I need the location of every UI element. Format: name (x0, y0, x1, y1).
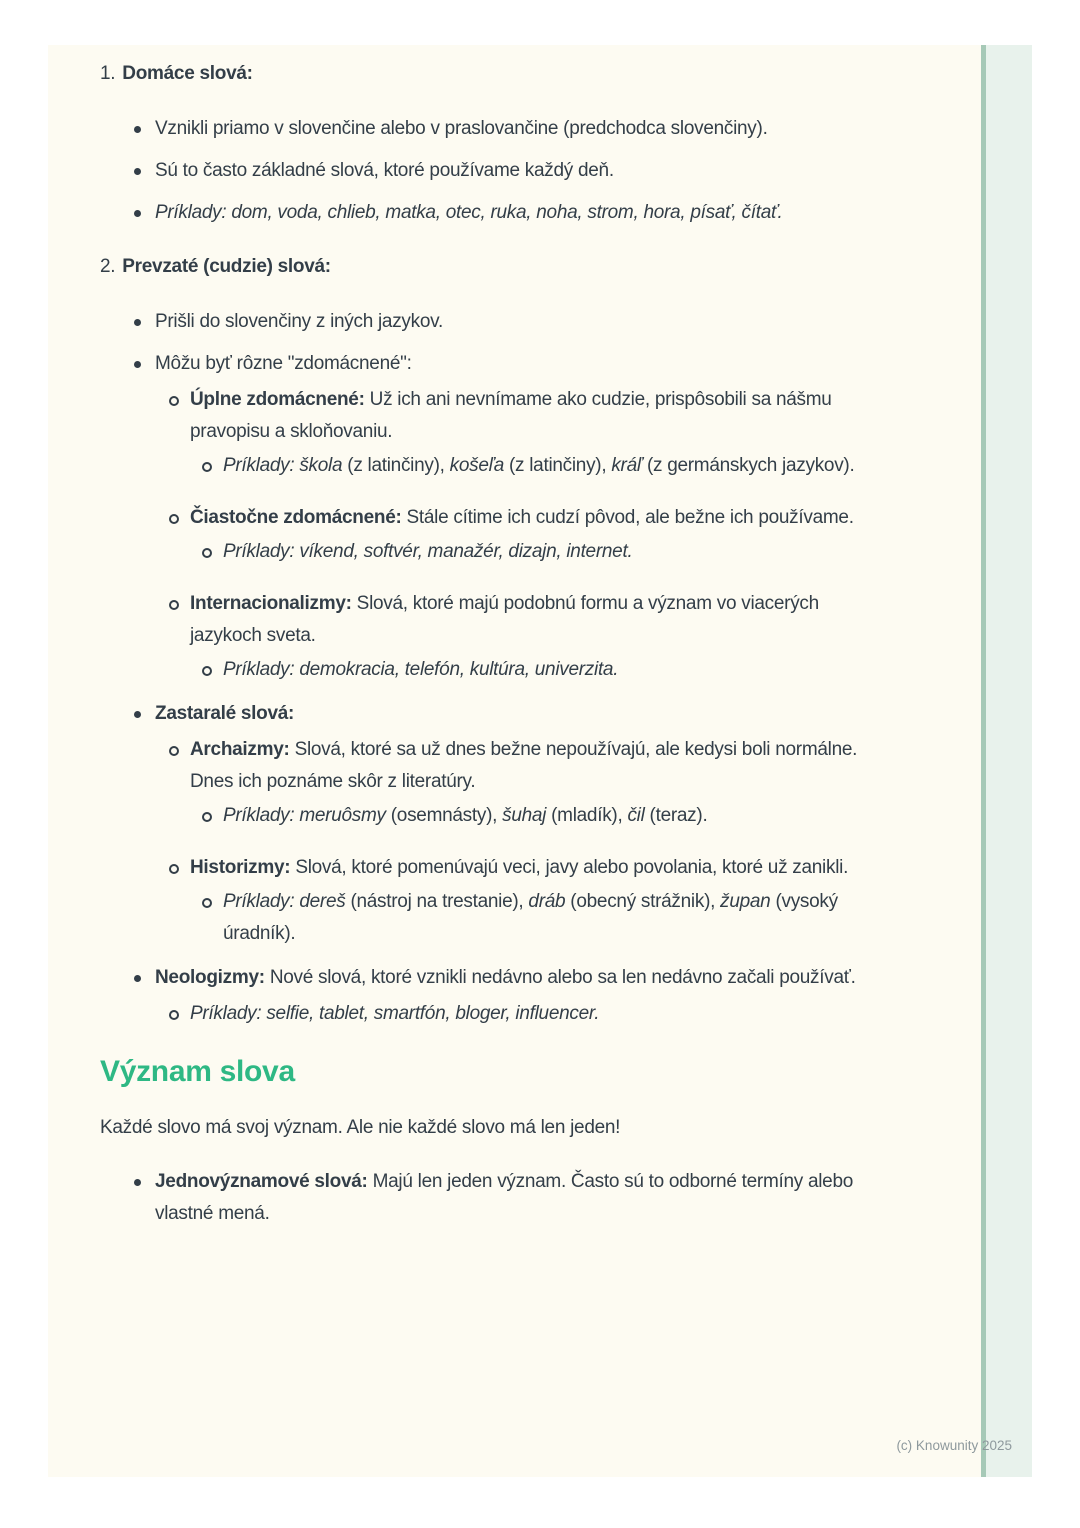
list-item: Zastaralé slová: Archaizmy: Slová, ktoré sa už dnes bežne nepoužívajú, ale kedysi boli normálne. Dnes ich poznáme skôr z literatúry. Príklady: meruôsmy (osemnásty), šuhaj (mladík), čil (teraz). Historizmy: Slová, ktoré pomenúvajú veci, javy alebo povolania, ktoré už zanikli. Príklady: dereš (nástroj na trestanie), dráb (obecný strážnik), župan (vysoký úradník). (155, 698, 872, 950)
example-item: Príklady: víkend, softvér, manažér, dizajn, internet. (223, 536, 872, 568)
list-item: Internacionalizmy: Slová, ktoré majú podobnú formu a význam vo viacerých jazykoch sveta. Príklady: demokracia, telefón, kultúra, univerzita. (190, 588, 872, 686)
sub-bullet-list (155, 734, 872, 950)
example-item: Príklady: demokracia, telefón, kultúra, univerzita. (223, 654, 872, 686)
example-list (190, 654, 872, 686)
item-number: 1. (100, 63, 116, 84)
example-item: Príklady: meruôsmy (osemnásty), šuhaj (mladík), čil (teraz). (223, 800, 872, 832)
bullet-list (100, 113, 872, 229)
item-number: 2. (100, 256, 116, 277)
example-list (190, 886, 872, 950)
example-list (190, 800, 872, 832)
page-heading-vyznam-slova: Význam slova (100, 1055, 295, 1088)
note-card (48, 45, 1032, 1477)
list-item: Historizmy: Slová, ktoré pomenúvajú veci, javy alebo povolania, ktoré už zanikli. Príklady: dereš (nástroj na trestanie), dráb (obecný strážnik), župan (vysoký úradník). (190, 852, 872, 950)
list-item: Úplne zdomácnené: Už ich ani nevnímame ako cudzie, prispôsobili sa nášmu pravopisu a skloňovaniu. Príklady: škola (z latinčiny), košeľa (z latinčiny), kráľ (z germánskych jazykov). (190, 384, 872, 482)
list-item: Vznikli priamo v slovenčine alebo v praslovančine (predchodca slovenčiny). (155, 113, 872, 145)
example-item: Príklady: selfie, tablet, smartfón, bloger, influencer. (190, 998, 872, 1030)
list-item: Príklady: dom, voda, chlieb, matka, otec, ruka, noha, strom, hora, písať, čítať. (155, 197, 872, 229)
list-item: Čiastočne zdomácnené: Stále cítime ich cudzí pôvod, ale bežne ich používame. Príklady: víkend, softvér, manažér, dizajn, internet. (190, 502, 872, 568)
sub-bullet-list (155, 384, 872, 686)
example-item: Príklady: škola (z latinčiny), košeľa (z latinčiny), kráľ (z germánskych jazykov). (223, 450, 872, 482)
item-title: Domáce slová: (122, 63, 253, 84)
section-domace-slova (100, 58, 872, 229)
example-item: Príklady: dereš (nástroj na trestanie), dráb (obecný strážnik), župan (vysoký úradník). (223, 886, 872, 950)
list-item: Jednovýznamové slová: Majú len jeden význam. Často sú to odborné termíny alebo vlastné mená. (155, 1166, 872, 1230)
bullet-list (100, 306, 872, 1030)
intro-paragraph: Každé slovo má svoj význam. Ale nie každé slovo má len jeden! (100, 1117, 621, 1138)
copyright-footer: (c) Knowunity 2025 (896, 1438, 1012, 1453)
example-list (155, 998, 872, 1030)
list-item: Môžu byť rôzne "zdomácnené": Úplne zdomácnené: Už ich ani nevnímame ako cudzie, prispôsobili sa nášmu pravopisu a skloňovaniu. Príklady: škola (z latinčiny), košeľa (z latinčiny), kráľ (z germánskych jazykov). Čiastočne zdomácnené: Stále cítime ich cudzí pôvod, ale bežne ich používame. Príklady: víkend, softvér, manažér, dizajn, internet. Internacionalizmy: Slová, ktoré majú podobnú formu a význam vo viacerých jazykoch sveta. Príklady: demokracia, telefón, kultúra, univerzita. (155, 348, 872, 686)
list-item: Sú to často základné slová, ktoré používame každý deň. (155, 155, 872, 187)
list-item: Prišli do slovenčiny z iných jazykov. (155, 306, 872, 338)
note-content (48, 45, 1032, 1230)
bullet-list (100, 1166, 872, 1230)
example-list (190, 450, 872, 482)
list-item: Archaizmy: Slová, ktoré sa už dnes bežne nepoužívajú, ale kedysi boli normálne. Dnes ich poznáme skôr z literatúry. Príklady: meruôsmy (osemnásty), šuhaj (mladík), čil (teraz). (190, 734, 872, 832)
list-item: Neologizmy: Nové slová, ktoré vznikli nedávno alebo sa len nedávno začali používať. Príklady: selfie, tablet, smartfón, bloger, influencer. (155, 962, 872, 1030)
section-prevzate-slova (100, 251, 872, 1030)
item-title: Prevzaté (cudzie) slová: (122, 256, 331, 277)
numbered-heading (100, 58, 872, 90)
example-list (190, 536, 872, 568)
numbered-heading (100, 251, 872, 283)
